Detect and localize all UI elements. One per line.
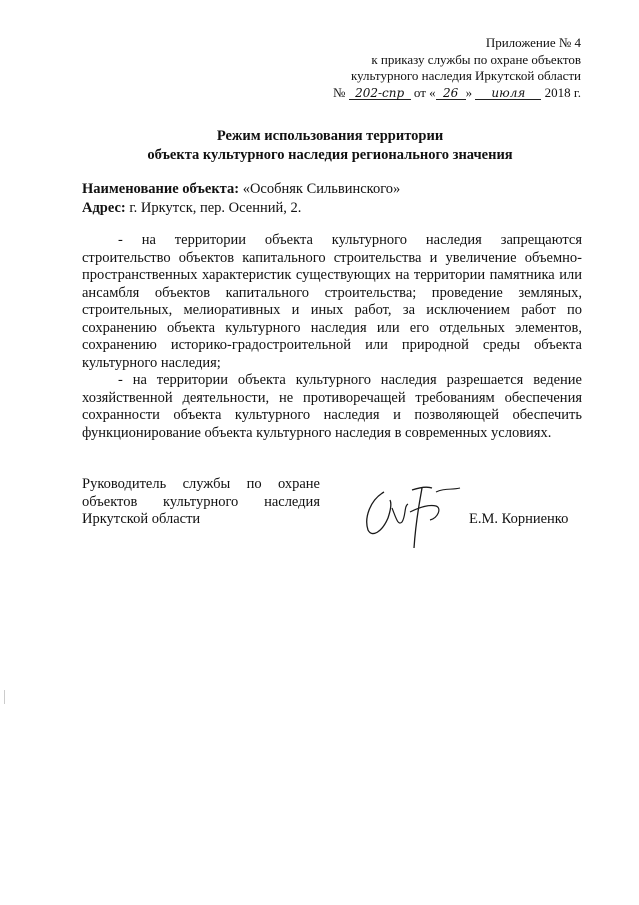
object-name-row <box>82 180 582 199</box>
appendix-header <box>333 35 581 101</box>
prohibition-paragraph: - на территории объекта культурного наследия запрещаются строительство объектов капитального строительства и увеличение объемно-пространственных характеристик существующих на территории памятника или ансамбля объектов капитального строительства; проведение земляных, строительных, мелиоративных и иных работ, за исключением работ по сохранению объекта культурного наследия или его отдельных элементов, сохранению историко-градостроительной или природной среды объекта культурного наследия; <box>82 232 582 371</box>
scan-margin-mark <box>4 690 5 704</box>
signatory-name: Е.М. Корниенко <box>469 511 569 527</box>
order-year: 2018 г. <box>544 84 581 100</box>
title-line-1: Режим использования территории <box>216 128 444 144</box>
appendix-authority: культурного наследия Иркутской области <box>350 68 581 83</box>
order-number-line <box>333 85 581 102</box>
order-month: июля <box>475 87 541 100</box>
appendix-number: Приложение № 4 <box>485 35 581 50</box>
handwritten-signature <box>362 478 468 550</box>
document-title <box>40 127 620 165</box>
order-day: 26 <box>436 87 466 100</box>
number-sign: № <box>332 84 346 100</box>
object-address-label: Адрес: <box>82 200 126 216</box>
object-address-value: г. Иркутск, пер. Осенний, 2. <box>129 200 302 216</box>
from-label: от « <box>413 84 436 100</box>
object-name-value: «Особняк Сильвинского» <box>242 181 401 197</box>
title-line-2: объекта культурного наследия регионального значения <box>147 147 513 163</box>
regime-text <box>82 232 582 442</box>
object-name-label: Наименование объекта: <box>82 181 240 197</box>
appendix-order-ref: к приказу службы по охране объектов <box>371 51 581 67</box>
day-close: » <box>465 84 473 100</box>
order-number: 202-спр <box>349 87 411 100</box>
permission-paragraph: - на территории объекта культурного наследия разрешается ведение хозяйственной деятельности, не противоречащей требованиям обеспечения сохранности объекта культурного наследия и позволяющей обеспечить функционирование объекта культурного наследия в современных условиях. <box>82 372 582 441</box>
object-address-row <box>82 199 582 218</box>
signatory-position: Руководитель службы по охране объектов культурного наследия Иркутской области <box>82 476 320 527</box>
object-info <box>82 180 582 218</box>
